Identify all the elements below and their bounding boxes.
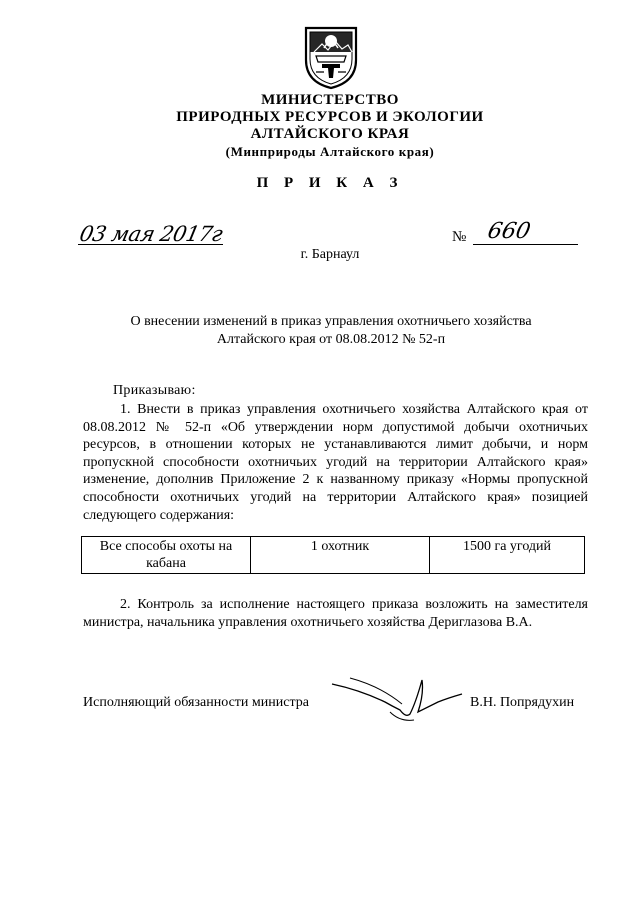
order-word: Приказываю: [113, 383, 196, 398]
order-subject [100, 313, 562, 349]
table-cell-hunting-method: Все способы охоты на кабана [82, 537, 251, 574]
handwritten-number: 660 [485, 219, 533, 244]
table-row [82, 537, 585, 574]
paragraph-1 [83, 401, 588, 524]
ministry-line-1: МИНИСТЕРСТВО [261, 92, 399, 108]
subject-line-1: О внесении изменений в приказ управления охотничьего хозяйства [130, 314, 532, 329]
number-underline [473, 244, 578, 245]
date-underline [78, 244, 223, 245]
ministry-header [120, 92, 540, 160]
handwritten-date: 03 мая 2017г [77, 222, 225, 246]
document-type-title: П Р И К А З [256, 175, 404, 191]
paragraph-1-text: 1. Внести в приказ управления охотничьего хозяйства Алтайского края от 08.08.2012 № 52-п «Об утверждении норм допустимой добычи охотничьих ресурсов, в отношении которых не устанавливаются лимит добычи, и норм пропускной способности охотничьих угодий на территории Алтайского края» изменение, дополнив Приложение 2 к названному приказу «Нормы пропускной способности охотничьих угодий на территории Алтайского края» позицией следующего содержания: [83, 402, 588, 523]
altai-coat-of-arms-icon [302, 22, 360, 90]
paragraph-2 [83, 596, 588, 631]
signatory-title: Исполняющий обязанности министра [83, 695, 309, 710]
signatory-name: В.Н. Попрядухин [470, 695, 575, 710]
norms-table [81, 536, 585, 574]
table-cell-area: 1500 га угодий [430, 537, 585, 574]
number-sign: № [452, 229, 467, 245]
subject-line-2: Алтайского края от 08.08.2012 № 52-п [216, 332, 446, 347]
ministry-short-name: (Минприроды Алтайского края) [225, 144, 435, 159]
handwritten-signature [330, 672, 465, 724]
ministry-line-2: ПРИРОДНЫХ РЕСУРСОВ И ЭКОЛОГИИ [176, 109, 484, 125]
city-line: г. Барнаул [300, 247, 360, 262]
paragraph-2-text: 2. Контроль за исполнение настоящего приказа возложить на заместителя министра, начальника управления охотничьего хозяйства Дериглазова В.А. [83, 597, 588, 630]
table-cell-hunters: 1 охотник [251, 537, 430, 574]
ministry-line-3: АЛТАЙСКОГО КРАЯ [250, 126, 410, 142]
